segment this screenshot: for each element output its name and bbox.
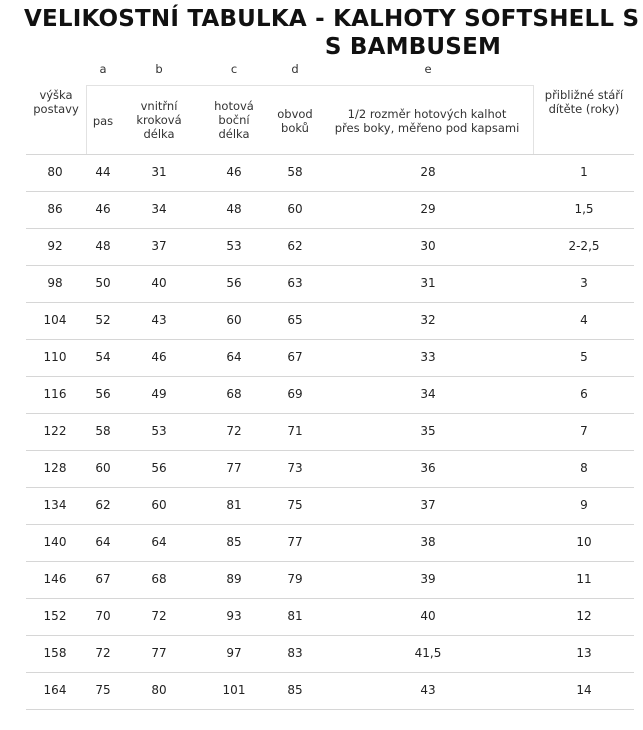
cell-side-length: 48 [226,202,242,216]
letter-underline [86,85,533,86]
cell-inseam: 40 [151,276,167,290]
cell-half-measure: 34 [420,387,436,401]
cell-height: 116 [43,387,67,401]
cell-half-measure: 38 [420,535,436,549]
cell-side-length: 56 [226,276,242,290]
cell-hips: 63 [287,276,303,290]
row-divider [26,265,634,266]
cell-waist: 56 [95,387,111,401]
cell-waist: 75 [95,683,111,697]
cell-inseam: 68 [151,572,167,586]
cell-side-length: 72 [226,424,242,438]
header-inseam-line: vnitřní [140,99,178,113]
cell-age: 4 [580,313,588,327]
cell-waist: 50 [95,276,111,290]
cell-half-measure: 28 [420,165,436,179]
cell-height: 110 [43,350,67,364]
cell-half-measure: 31 [420,276,436,290]
header-hips-line: boků [281,121,309,135]
row-divider [26,450,634,451]
header-height [26,88,86,116]
row-divider [26,191,634,192]
cell-hips: 65 [287,313,303,327]
header-half-measure [322,107,532,135]
row-divider [26,154,634,155]
cell-waist: 70 [95,609,111,623]
row-divider [26,561,634,562]
cell-half-measure: 29 [420,202,436,216]
cell-height: 146 [43,572,67,586]
cell-waist: 60 [95,461,111,475]
cell-age: 11 [576,572,592,586]
cell-age: 9 [580,498,588,512]
cell-half-measure: 30 [420,239,436,253]
cell-waist: 52 [95,313,111,327]
cell-half-measure: 37 [420,498,436,512]
cell-hips: 85 [287,683,303,697]
cell-inseam: 80 [151,683,167,697]
row-divider [26,413,634,414]
header-age [534,88,634,116]
cell-height: 92 [47,239,63,253]
col-letter-b: b [155,62,163,76]
header-inseam-line: délka [143,127,175,141]
col-letter-d: d [291,62,299,76]
header-age-line: přibližné stáří [544,88,624,102]
cell-age: 14 [576,683,592,697]
cell-waist: 72 [95,646,111,660]
row-divider [26,635,634,636]
cell-age: 5 [580,350,588,364]
cell-age: 8 [580,461,588,475]
cell-side-length: 53 [226,239,242,253]
cell-height: 158 [43,646,67,660]
header-inseam-line: kroková [136,113,182,127]
col-letter-c: c [230,62,238,76]
cell-waist: 67 [95,572,111,586]
cell-inseam: 31 [151,165,167,179]
cell-side-length: 46 [226,165,242,179]
cell-inseam: 72 [151,609,167,623]
header-age-line: dítěte (roky) [548,102,620,116]
cell-side-length: 97 [226,646,242,660]
header-side-line: boční [218,113,250,127]
cell-waist: 54 [95,350,111,364]
header-divider [86,85,87,154]
cell-hips: 60 [287,202,303,216]
cell-half-measure: 35 [420,424,436,438]
cell-inseam: 34 [151,202,167,216]
title-line-2: S BAMBUSEM [324,34,502,60]
header-side-length [199,99,269,141]
cell-height: 104 [43,313,67,327]
cell-age: 7 [580,424,588,438]
cell-hips: 79 [287,572,303,586]
cell-waist: 44 [95,165,111,179]
cell-hips: 69 [287,387,303,401]
cell-inseam: 60 [151,498,167,512]
header-half-line: 1/2 rozměr hotových kalhot [347,107,507,121]
header-hips-line: obvod [277,107,313,121]
cell-hips: 73 [287,461,303,475]
cell-waist: 58 [95,424,111,438]
cell-age: 1 [580,165,588,179]
header-divider [533,85,534,154]
cell-inseam: 43 [151,313,167,327]
col-letter-e: e [424,62,432,76]
cell-inseam: 77 [151,646,167,660]
cell-waist: 46 [95,202,111,216]
header-height-line: výška [39,88,73,102]
cell-hips: 83 [287,646,303,660]
cell-height: 164 [43,683,67,697]
cell-half-measure: 36 [420,461,436,475]
cell-hips: 58 [287,165,303,179]
cell-half-measure: 43 [420,683,436,697]
col-letter-a: a [99,62,107,76]
cell-half-measure: 33 [420,350,436,364]
cell-inseam: 49 [151,387,167,401]
row-divider [26,524,634,525]
cell-side-length: 101 [222,683,246,697]
row-divider [26,376,634,377]
cell-height: 122 [43,424,67,438]
row-divider [26,339,634,340]
cell-side-length: 89 [226,572,242,586]
cell-height: 152 [43,609,67,623]
cell-age: 12 [576,609,592,623]
cell-side-length: 85 [226,535,242,549]
cell-inseam: 56 [151,461,167,475]
header-height-line: postavy [33,102,79,116]
row-divider [26,709,634,710]
cell-side-length: 60 [226,313,242,327]
row-divider [26,302,634,303]
cell-age: 1,5 [574,202,594,216]
cell-half-measure: 40 [420,609,436,623]
row-divider [26,672,634,673]
cell-hips: 67 [287,350,303,364]
cell-side-length: 81 [226,498,242,512]
row-divider [26,487,634,488]
cell-age: 13 [576,646,592,660]
cell-half-measure: 41,5 [414,646,442,660]
cell-inseam: 46 [151,350,167,364]
row-divider [26,228,634,229]
cell-half-measure: 32 [420,313,436,327]
cell-age: 2-2,5 [568,239,600,253]
cell-age: 10 [576,535,592,549]
cell-waist: 62 [95,498,111,512]
cell-hips: 71 [287,424,303,438]
cell-height: 128 [43,461,67,475]
cell-height: 80 [47,165,63,179]
cell-side-length: 77 [226,461,242,475]
row-divider [26,598,634,599]
cell-hips: 77 [287,535,303,549]
cell-waist: 48 [95,239,111,253]
header-inseam [124,99,194,141]
cell-waist: 64 [95,535,111,549]
title-line-1: VELIKOSTNÍ TABULKA - KALHOTY SOFTSHELL S [24,6,640,32]
header-waist-line: pas [92,114,114,128]
cell-side-length: 64 [226,350,242,364]
cell-inseam: 37 [151,239,167,253]
cell-inseam: 53 [151,424,167,438]
header-side-line: délka [218,127,250,141]
cell-height: 98 [47,276,63,290]
header-half-line: přes boky, měřeno pod kapsami [334,121,520,135]
header-hips [268,107,322,135]
header-side-line: hotová [214,99,254,113]
cell-age: 3 [580,276,588,290]
cell-side-length: 68 [226,387,242,401]
cell-hips: 81 [287,609,303,623]
cell-height: 134 [43,498,67,512]
cell-age: 6 [580,387,588,401]
cell-height: 86 [47,202,63,216]
cell-hips: 75 [287,498,303,512]
cell-height: 140 [43,535,67,549]
cell-inseam: 64 [151,535,167,549]
cell-half-measure: 39 [420,572,436,586]
cell-side-length: 93 [226,609,242,623]
header-waist [86,114,120,128]
cell-hips: 62 [287,239,303,253]
